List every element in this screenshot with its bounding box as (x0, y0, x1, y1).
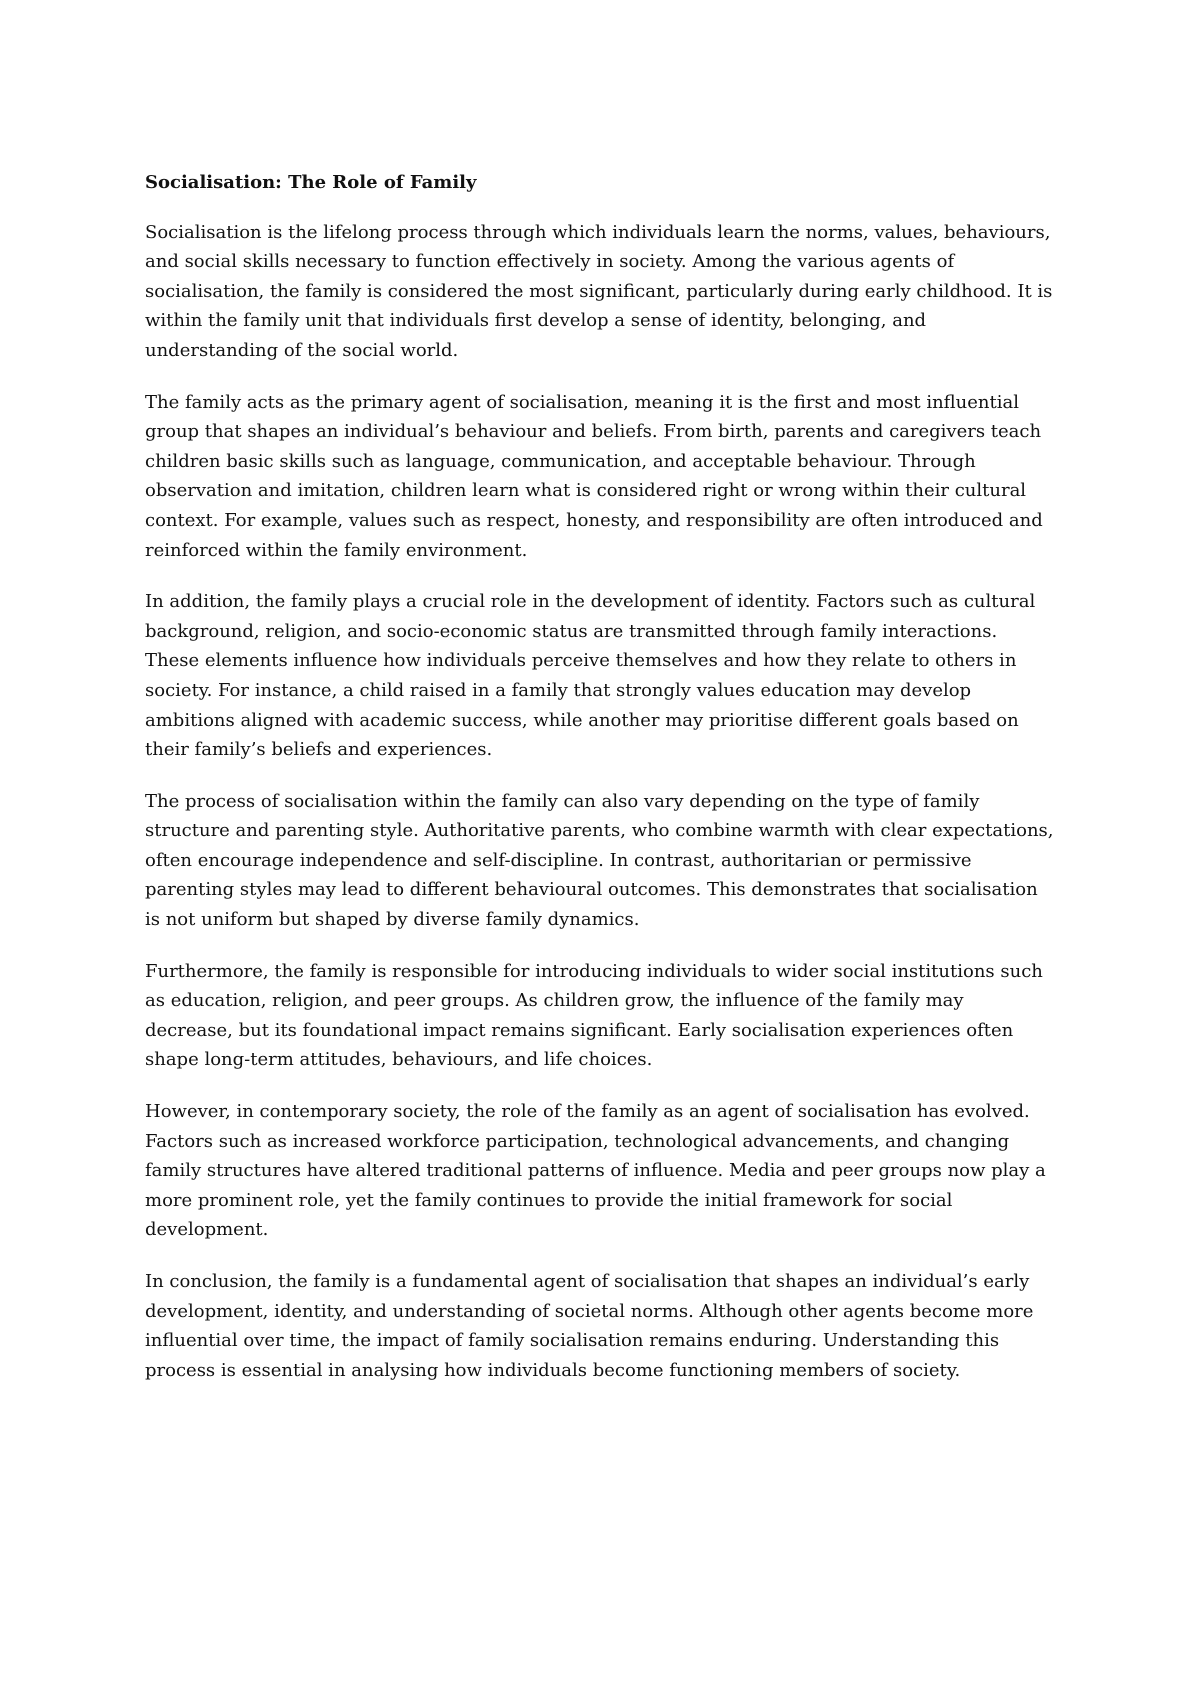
document-title: Socialisation: The Role of Family (145, 172, 477, 193)
paragraph-introduction: Socialisation is the lifelong process through which individuals learn the norms, values, behaviours, and social skills necessary to function effectively in society. Among the various agents of socialisation, the family is considered the most significant, particularly during early childhood. It is within the family unit that individuals first develop a sense of identity, belonging, and understanding of the social world. (145, 221, 1053, 361)
paragraph-primary-agent: The family acts as the primary agent of socialisation, meaning it is the first and most influential group that shapes an individual’s behaviour and beliefs. From birth, parents and caregivers teach children basic skills such as language, communication, and acceptable behaviour. Through observation and imitation, children learn what is considered right or wrong within their cultural context. For example, values such as respect, honesty, and responsibility are often introduced and reinforced within the family environment. (145, 391, 1043, 561)
paragraph-social-institutions: Furthermore, the family is responsible for introducing individuals to wider social institutions such as education, religion, and peer groups. As children grow, the influence of the family may decrease, but its foundational impact remains significant. Early socialisation experiences often shape long-term attitudes, behaviours, and life choices. (145, 960, 1043, 1071)
document-body (145, 168, 1055, 1407)
paragraph-identity: In addition, the family plays a crucial role in the development of identity. Factors such as cultural background, religion, and socio-economic status are transmitted through family interactions. These elements influence how individuals perceive themselves and how they relate to others in society. For instance, a child raised in a family that strongly values education may develop ambitions aligned with academic success, while another may prioritise different goals based on their family’s beliefs and experiences. (145, 591, 1036, 761)
paragraph-conclusion: In conclusion, the family is a fundamental agent of socialisation that shapes an individual’s early development, identity, and understanding of societal norms. Although other agents become more influential over time, the impact of family socialisation remains enduring. Understanding this process is essential in analysing how individuals become functioning members of society. (145, 1271, 1034, 1381)
paragraph-parenting-style: The process of socialisation within the family can also vary depending on the type of family structure and parenting style. Authoritative parents, who combine warmth with clear expectations, often encourage independence and self-discipline. In contrast, authoritarian or permissive parenting styles may lead to different behavioural outcomes. This demonstrates that socialisation is not uniform but shaped by diverse family dynamics. (145, 790, 1054, 931)
paragraph-contemporary-society: However, in contemporary society, the role of the family as an agent of socialisation has evolved. Factors such as increased workforce participation, technological advancements, and changing family structures have altered traditional patterns of influence. Media and peer groups now play a more prominent role, yet the family continues to provide the initial framework for social development. (145, 1101, 1046, 1241)
